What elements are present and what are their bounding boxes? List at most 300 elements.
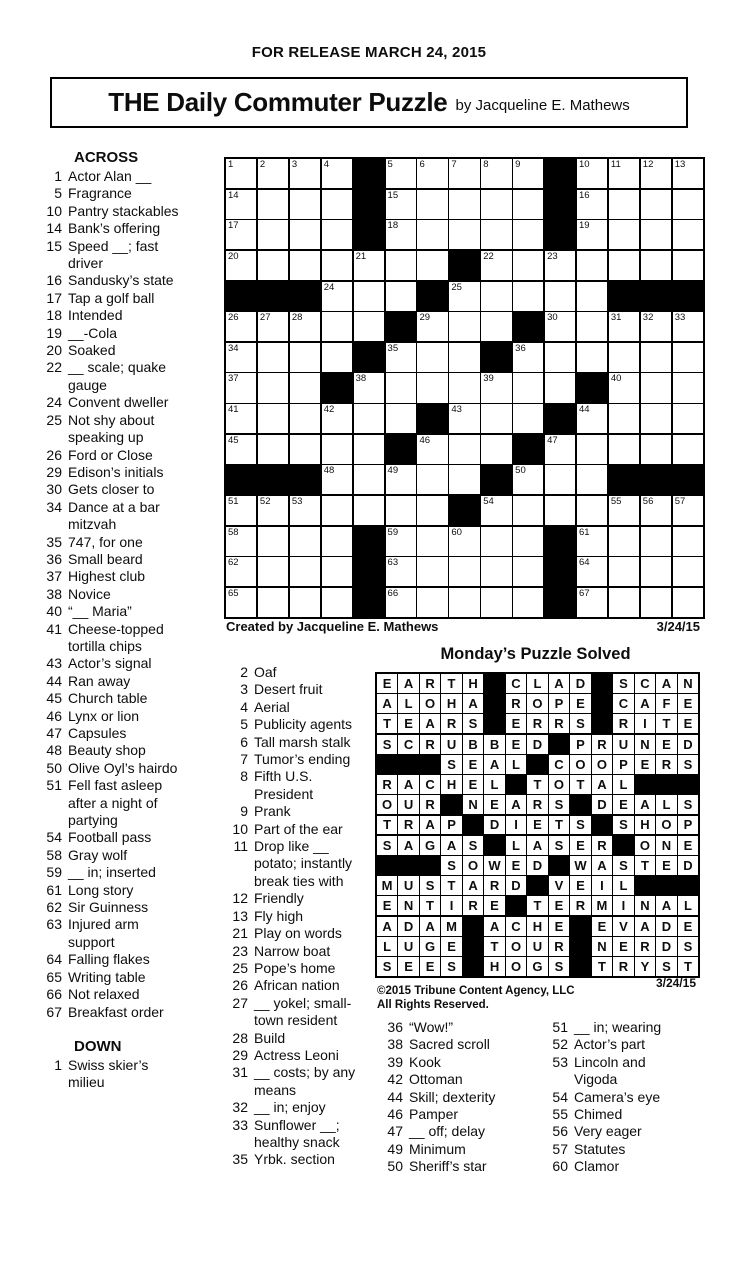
clue-number: 26 — [232, 977, 248, 994]
grid-cell[interactable] — [673, 312, 703, 341]
solved-letter-cell: R — [420, 735, 440, 754]
grid-cell[interactable] — [609, 404, 639, 433]
clue-text: Prank — [254, 803, 291, 820]
grid-cell[interactable] — [290, 343, 320, 372]
grid-cell[interactable] — [641, 496, 671, 525]
clue-number: 25 — [46, 411, 62, 428]
grid-cell[interactable] — [513, 282, 543, 311]
grid-cell[interactable] — [417, 435, 447, 464]
grid-cell[interactable] — [545, 373, 575, 402]
grid-cell[interactable] — [673, 159, 703, 188]
clue-number: 19 — [46, 324, 62, 341]
grid-cell[interactable] — [417, 251, 447, 280]
grid-cell[interactable] — [449, 312, 479, 341]
solved-heading: Monday’s Puzzle Solved — [440, 645, 631, 663]
grid-cell[interactable] — [609, 557, 639, 586]
down-clue-list-3 — [379, 1019, 543, 1176]
grid-cell[interactable] — [226, 435, 256, 464]
grid-cell[interactable] — [322, 220, 352, 249]
grid-cell[interactable] — [641, 190, 671, 219]
clue-text: Injured arm support — [68, 916, 139, 950]
clue-item — [222, 1064, 378, 1099]
grid-cell[interactable] — [226, 251, 256, 280]
grid-cell[interactable] — [226, 588, 256, 617]
cell-number: 10 — [578, 159, 590, 170]
clue-text: Capsules — [68, 725, 127, 741]
grid-cell[interactable] — [673, 527, 703, 556]
grid-cell[interactable] — [577, 557, 607, 586]
clue-text: “__ Maria” — [68, 603, 132, 620]
grid-cell[interactable] — [417, 220, 447, 249]
grid-cell[interactable] — [449, 465, 479, 494]
cell-number: 36 — [515, 342, 526, 354]
grid-cell[interactable] — [417, 465, 447, 494]
grid-cell[interactable] — [449, 282, 479, 311]
grid-cell[interactable] — [290, 251, 320, 280]
grid-cell[interactable] — [513, 465, 543, 494]
solved-black-cell — [420, 755, 440, 774]
grid-cell[interactable] — [449, 343, 479, 372]
grid-cell[interactable] — [577, 220, 607, 249]
grid-cell[interactable] — [577, 190, 607, 219]
clue-number: 14 — [46, 220, 62, 237]
grid-cell[interactable] — [322, 251, 352, 280]
grid-cell[interactable] — [481, 435, 511, 464]
solved-letter-cell: W — [570, 856, 590, 875]
grid-cell[interactable] — [513, 588, 543, 617]
grid-cell[interactable] — [226, 343, 256, 372]
grid-cell[interactable] — [417, 190, 447, 219]
clue-item — [36, 220, 220, 237]
grid-cell[interactable] — [481, 496, 511, 525]
cell-number: 50 — [515, 465, 526, 477]
grid-cell[interactable] — [258, 404, 288, 433]
solved-letter-cell: L — [656, 795, 676, 814]
solved-letter-cell: V — [549, 876, 569, 895]
clue-text: Sunflower __; healthy snack — [254, 1116, 340, 1150]
grid-cell[interactable] — [386, 527, 416, 556]
grid-cell[interactable] — [609, 251, 639, 280]
grid-cell[interactable] — [449, 435, 479, 464]
solved-letter-cell: E — [656, 735, 676, 754]
grid-cell[interactable] — [290, 190, 320, 219]
grid-cell[interactable] — [609, 373, 639, 402]
grid-cell[interactable] — [226, 557, 256, 586]
solved-letter-cell: C — [506, 674, 526, 693]
solved-letter-cell: I — [592, 876, 612, 895]
grid-cell[interactable] — [577, 588, 607, 617]
grid-cell[interactable] — [386, 282, 416, 311]
grid-cell[interactable] — [386, 159, 416, 188]
grid-cell[interactable] — [258, 220, 288, 249]
grid-cell[interactable] — [641, 527, 671, 556]
grid-cell[interactable] — [609, 343, 639, 372]
grid-cell[interactable] — [545, 312, 575, 341]
clue-item — [544, 1158, 712, 1175]
grid-cell[interactable] — [258, 496, 288, 525]
grid-cell[interactable] — [513, 496, 543, 525]
grid-cell[interactable] — [258, 373, 288, 402]
grid-cell[interactable] — [354, 496, 384, 525]
created-row — [226, 619, 700, 634]
grid-cell[interactable] — [386, 496, 416, 525]
grid-cell[interactable] — [258, 343, 288, 372]
clue-number: 44 — [46, 672, 62, 689]
grid-cell[interactable] — [322, 343, 352, 372]
solved-letter-cell: M — [592, 896, 612, 915]
grid-cell[interactable] — [545, 343, 575, 372]
clue-number: 38 — [387, 1036, 403, 1053]
black-cell — [386, 312, 416, 341]
clue-text: Small beard — [68, 550, 143, 567]
grid-cell[interactable] — [322, 465, 352, 494]
clue-number: 10 — [232, 820, 248, 837]
grid-cell[interactable] — [513, 404, 543, 433]
clue-number: 61 — [46, 881, 62, 898]
grid-cell[interactable] — [577, 404, 607, 433]
solved-letter-cell: R — [506, 694, 526, 713]
grid-cell[interactable] — [322, 190, 352, 219]
grid-cell[interactable] — [513, 220, 543, 249]
grid-cell[interactable] — [354, 404, 384, 433]
clue-item — [379, 1019, 543, 1036]
clue-text: Fragrance — [68, 185, 132, 202]
grid-cell[interactable] — [322, 527, 352, 556]
clue-number: 5 — [240, 716, 248, 733]
clue-item — [222, 803, 378, 820]
grid-cell[interactable] — [673, 435, 703, 464]
grid-cell[interactable] — [513, 373, 543, 402]
grid-cell[interactable] — [386, 373, 416, 402]
grid-cell[interactable] — [417, 527, 447, 556]
solved-letter-cell: O — [506, 957, 526, 976]
grid-cell[interactable] — [513, 527, 543, 556]
grid-cell[interactable] — [641, 373, 671, 402]
grid-cell[interactable] — [673, 404, 703, 433]
grid-cell[interactable] — [386, 404, 416, 433]
grid-cell[interactable] — [258, 435, 288, 464]
grid-cell[interactable] — [641, 312, 671, 341]
grid-cell[interactable] — [226, 220, 256, 249]
clue-text: African nation — [254, 977, 340, 994]
clue-item — [36, 307, 220, 324]
grid-cell[interactable] — [481, 282, 511, 311]
solved-letter-cell: A — [527, 836, 547, 855]
grid-cell[interactable] — [673, 557, 703, 586]
grid-cell[interactable] — [322, 282, 352, 311]
grid-cell[interactable] — [226, 527, 256, 556]
grid-cell[interactable] — [673, 588, 703, 617]
grid-cell[interactable] — [449, 588, 479, 617]
grid-cell[interactable] — [545, 465, 575, 494]
black-cell — [545, 159, 575, 188]
grid-cell[interactable] — [673, 220, 703, 249]
clue-number: 13 — [232, 907, 248, 924]
grid-cell[interactable] — [417, 312, 447, 341]
solved-black-cell — [484, 836, 504, 855]
clue-item — [222, 838, 378, 890]
grid-cell[interactable] — [481, 159, 511, 188]
grid-cell[interactable] — [545, 496, 575, 525]
solved-black-cell — [592, 674, 612, 693]
clue-number: 56 — [552, 1123, 568, 1140]
cell-number: 5 — [387, 159, 393, 170]
grid-cell[interactable] — [481, 220, 511, 249]
grid-cell[interactable] — [641, 159, 671, 188]
grid-cell[interactable] — [577, 312, 607, 341]
solved-letter-cell: L — [377, 937, 397, 956]
cell-number: 66 — [387, 587, 399, 599]
grid-cell[interactable] — [545, 282, 575, 311]
grid-cell[interactable] — [641, 557, 671, 586]
cell-number: 16 — [578, 189, 590, 201]
grid-cell[interactable] — [322, 312, 352, 341]
solved-letter-cell: I — [613, 896, 633, 915]
clue-text: Dance at a bar mitzvah — [68, 498, 160, 533]
grid-cell[interactable] — [386, 557, 416, 586]
grid-cell[interactable] — [226, 159, 256, 188]
grid-cell[interactable] — [577, 465, 607, 494]
clue-text: Very eager — [574, 1123, 642, 1140]
grid-cell[interactable] — [673, 373, 703, 402]
grid-cell[interactable] — [354, 465, 384, 494]
grid-cell[interactable] — [609, 527, 639, 556]
grid-cell[interactable] — [513, 190, 543, 219]
clue-item — [222, 1151, 378, 1168]
grid-cell[interactable] — [386, 465, 416, 494]
cell-number: 13 — [674, 159, 686, 170]
grid-cell[interactable] — [226, 312, 256, 341]
grid-cell[interactable] — [513, 159, 543, 188]
grid-cell[interactable] — [290, 220, 320, 249]
grid-cell[interactable] — [386, 588, 416, 617]
solved-letter-cell: A — [463, 876, 483, 895]
grid-cell[interactable] — [481, 557, 511, 586]
grid-cell[interactable] — [417, 343, 447, 372]
clue-item — [36, 1004, 220, 1021]
grid-cell[interactable] — [673, 251, 703, 280]
byline: by Jacqueline E. Mathews — [455, 97, 630, 114]
grid-cell[interactable] — [641, 251, 671, 280]
clue-number: 41 — [46, 620, 62, 637]
clue-item — [36, 272, 220, 289]
grid-cell[interactable] — [609, 190, 639, 219]
clue-item — [36, 673, 220, 690]
cell-number: 37 — [228, 373, 239, 385]
grid-cell[interactable] — [641, 220, 671, 249]
grid-cell[interactable] — [258, 251, 288, 280]
grid-cell[interactable] — [386, 190, 416, 219]
clue-number: 47 — [46, 725, 62, 741]
black-cell — [641, 282, 671, 311]
solved-letter-cell: E — [506, 714, 526, 733]
clue-item — [36, 882, 220, 899]
across-heading: ACROSS — [74, 149, 139, 166]
grid-cell[interactable] — [290, 373, 320, 402]
grid-cell[interactable] — [354, 312, 384, 341]
grid-cell[interactable] — [417, 159, 447, 188]
grid-cell[interactable] — [481, 251, 511, 280]
grid-cell[interactable] — [449, 404, 479, 433]
clue-number: 45 — [46, 690, 62, 707]
solved-letter-cell: S — [441, 755, 461, 774]
solved-letter-cell: M — [441, 917, 461, 936]
solved-letter-cell: R — [398, 816, 418, 835]
grid-cell[interactable] — [449, 557, 479, 586]
grid-cell[interactable] — [258, 159, 288, 188]
grid-cell[interactable] — [609, 588, 639, 617]
grid-cell[interactable] — [417, 496, 447, 525]
grid-cell[interactable] — [577, 496, 607, 525]
solved-date: 3/24/15 — [655, 976, 696, 990]
clue-text: Tall marsh stalk — [254, 733, 351, 750]
grid-cell[interactable] — [258, 312, 288, 341]
clue-text: Kook — [409, 1053, 441, 1070]
solved-letter-cell: E — [635, 755, 655, 774]
solved-black-cell — [549, 856, 569, 875]
grid-cell[interactable] — [322, 159, 352, 188]
grid-cell[interactable] — [545, 251, 575, 280]
grid-cell[interactable] — [481, 588, 511, 617]
grid-cell[interactable] — [481, 312, 511, 341]
clue-number: 28 — [232, 1029, 248, 1046]
clue-number: 15 — [46, 237, 62, 254]
solved-letter-cell: I — [506, 816, 526, 835]
solved-black-cell — [678, 775, 698, 794]
grid-cell[interactable] — [609, 435, 639, 464]
grid-cell[interactable] — [545, 435, 575, 464]
grid-cell[interactable] — [673, 190, 703, 219]
grid-cell[interactable] — [258, 588, 288, 617]
clue-text: Football pass — [68, 829, 152, 846]
grid-cell[interactable] — [226, 404, 256, 433]
clue-number: 24 — [46, 394, 62, 411]
grid-cell[interactable] — [449, 190, 479, 219]
grid-cell[interactable] — [641, 588, 671, 617]
grid-cell[interactable] — [577, 435, 607, 464]
solved-letter-cell: H — [463, 674, 483, 693]
grid-cell[interactable] — [577, 251, 607, 280]
grid-cell[interactable] — [386, 220, 416, 249]
grid-cell[interactable] — [609, 312, 639, 341]
clue-item — [36, 690, 220, 707]
grid-cell[interactable] — [322, 404, 352, 433]
grid-cell[interactable] — [290, 527, 320, 556]
grid-cell[interactable] — [609, 496, 639, 525]
grid-cell[interactable] — [290, 557, 320, 586]
clue-number: 67 — [46, 1003, 62, 1020]
grid-cell[interactable] — [481, 373, 511, 402]
grid-cell[interactable] — [449, 220, 479, 249]
grid-cell[interactable] — [258, 190, 288, 219]
grid-cell[interactable] — [513, 557, 543, 586]
solved-letter-cell: O — [463, 856, 483, 875]
grid-cell[interactable] — [386, 251, 416, 280]
clue-item — [379, 1054, 543, 1071]
grid-cell[interactable] — [290, 435, 320, 464]
grid-cell[interactable] — [322, 435, 352, 464]
grid-cell[interactable] — [513, 343, 543, 372]
grid-cell[interactable] — [481, 404, 511, 433]
grid-cell[interactable] — [226, 496, 256, 525]
solved-black-cell — [570, 937, 590, 956]
grid-cell[interactable] — [577, 282, 607, 311]
grid-cell[interactable] — [577, 343, 607, 372]
grid-cell[interactable] — [513, 251, 543, 280]
solved-letter-cell: A — [549, 674, 569, 693]
grid-cell[interactable] — [417, 588, 447, 617]
solved-letter-cell: A — [398, 674, 418, 693]
grid-cell[interactable] — [577, 527, 607, 556]
solved-letter-cell: T — [635, 856, 655, 875]
clue-item — [36, 847, 220, 864]
grid-cell[interactable] — [641, 435, 671, 464]
grid-cell[interactable] — [290, 159, 320, 188]
grid-cell[interactable] — [290, 312, 320, 341]
grid-cell[interactable] — [226, 373, 256, 402]
grid-cell[interactable] — [386, 343, 416, 372]
solved-letter-cell: E — [398, 957, 418, 976]
grid-cell[interactable] — [354, 282, 384, 311]
solved-black-cell — [377, 856, 397, 875]
grid-cell[interactable] — [290, 404, 320, 433]
grid-cell[interactable] — [290, 496, 320, 525]
grid-cell[interactable] — [417, 373, 447, 402]
grid-cell[interactable] — [673, 343, 703, 372]
clue-item — [36, 551, 220, 568]
grid-cell[interactable] — [258, 527, 288, 556]
clue-number: 49 — [387, 1140, 403, 1157]
grid-cell[interactable] — [322, 557, 352, 586]
black-cell — [226, 465, 256, 494]
black-cell — [226, 282, 256, 311]
grid-cell[interactable] — [354, 435, 384, 464]
cell-number: 18 — [387, 220, 399, 232]
solved-letter-cell: R — [377, 775, 397, 794]
solved-letter-cell: A — [592, 856, 612, 875]
clue-item — [222, 1047, 378, 1064]
grid-cell[interactable] — [290, 588, 320, 617]
grid-cell[interactable] — [417, 557, 447, 586]
grid-cell[interactable] — [449, 159, 479, 188]
grid-cell[interactable] — [354, 373, 384, 402]
grid-cell[interactable] — [577, 159, 607, 188]
cell-number: 45 — [228, 434, 239, 446]
grid-cell[interactable] — [258, 557, 288, 586]
clue-item — [36, 499, 220, 534]
solved-letter-cell: R — [420, 795, 440, 814]
grid-cell[interactable] — [609, 220, 639, 249]
grid-cell[interactable] — [609, 159, 639, 188]
solved-letter-cell: U — [613, 735, 633, 754]
grid-cell[interactable] — [449, 373, 479, 402]
clue-text: Ran away — [68, 672, 131, 689]
solved-letter-cell: D — [656, 937, 676, 956]
grid-cell[interactable] — [322, 496, 352, 525]
cell-number: 32 — [642, 312, 654, 324]
clue-text: Church table — [68, 690, 148, 707]
grid-cell[interactable] — [226, 190, 256, 219]
grid-cell[interactable] — [673, 496, 703, 525]
grid-cell[interactable] — [641, 343, 671, 372]
grid-cell[interactable] — [354, 251, 384, 280]
grid-cell[interactable] — [322, 588, 352, 617]
grid-cell[interactable] — [481, 190, 511, 219]
grid-cell[interactable] — [481, 527, 511, 556]
solved-black-cell — [570, 917, 590, 936]
grid-cell[interactable] — [449, 527, 479, 556]
grid-cell[interactable] — [641, 404, 671, 433]
